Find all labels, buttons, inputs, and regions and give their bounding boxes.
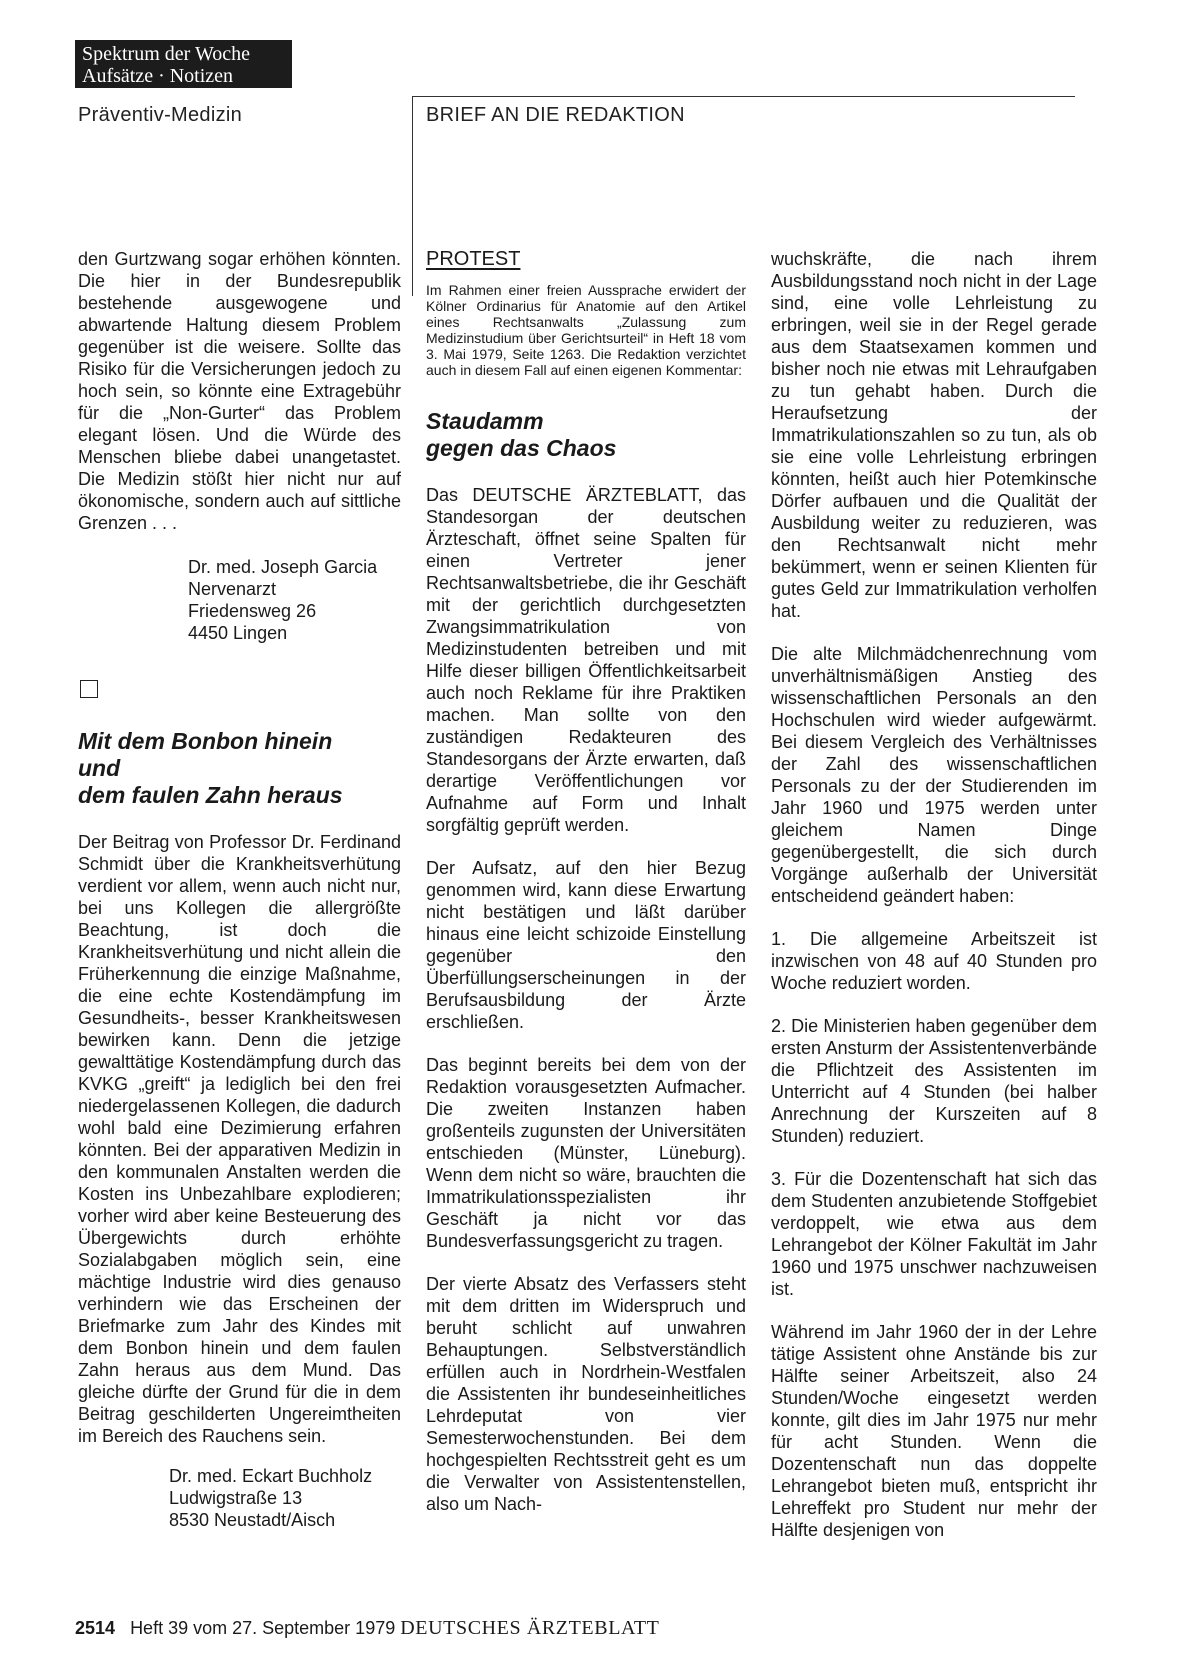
page-number: 2514 — [75, 1618, 116, 1638]
top-divider — [413, 96, 1075, 97]
headline-line: Mit dem Bonbon hinein — [78, 728, 333, 754]
article-headline-staudamm — [426, 408, 746, 462]
col3-paragraph-4: 2. Die Ministerien haben gegenüber dem ersten Ansturm der Assistentenverbände die Pflichtzeit des Assistenten im Unterricht auf 4 Stunden (bei halber Anrechnung der Kurszeiten auf 8 Stunden) reduziert. — [771, 1016, 1097, 1146]
headline-line: und — [78, 755, 121, 781]
col2-paragraph-1: Das DEUTSCHE ÄRZTEBLATT, das Standesorgan der deutschen Ärzteschaft, öffnet seine Spalten für einen Vertreter jener Rechtsanwaltsbetriebe, die ihr Geschäft mit der gerichtlich durchgesetzten Zwangsimmatrikulation von Medizinstudenten betreiben und mit Hilfe dieser billigen Öffentlichkeitsarbeit auch noch Reklame für ihre Praktiken machen. Man sollte von den zuständigen Redakteuren des Standesorgans der Ärzte erwarten, daß derartige Veröffentlichungen vor Aufnahme auf Form und Inhalt sorgfältig geprüft werden. — [426, 485, 746, 835]
col3-paragraph-5: 3. Für die Dozentenschaft hat sich das dem Studenten anzubietende Stoffgebiet verdoppelt, wie etwa aus dem Lehrangebot der Kölner Fakultät im Jahr 1960 und 1975 unschwer nachzuweisen ist. — [771, 1169, 1097, 1299]
separator-square — [80, 680, 98, 698]
signature-line: Nervenarzt — [188, 579, 277, 599]
column-3 — [771, 248, 1097, 1541]
right-section-title: BRIEF AN DIE REDAKTION — [426, 104, 685, 126]
signature-line: Friedensweg 26 — [188, 601, 317, 621]
column-2 — [426, 248, 746, 1515]
left-section-title: Präventiv-Medizin — [78, 104, 243, 126]
magazine-name: DEUTSCHES ÄRZTEBLATT — [400, 1617, 660, 1639]
header-line-1: Spektrum der Woche — [82, 43, 250, 65]
col2-paragraph-2: Der Aufsatz, auf den hier Bezug genommen wird, kann diese Erwartung nicht bestätigen und läßt darüber hinaus eine leicht schizoide Einstellung gegenüber den Überfüllungserscheinungen in der Berufsausbildung der Ärzte erschließen. — [426, 858, 746, 1032]
article-headline-bonbon — [78, 728, 401, 809]
headline-line: Staudamm — [426, 408, 544, 434]
col2-paragraph-4: Der vierte Absatz des Verfassers steht mit dem dritten im Widerspruch und beruht schlicht auf unwahren Behauptungen. Selbstverständlich erfüllen auch in Nordrhein-Westfalen die Assistenten ihr bundeseinheitliches Lehrdeputat von vier Semesterwochenstunden. Bei dem hochgespielten Rechtsstreit geht es um die Verwalter von Assistentenstellen, also um Nach- — [426, 1274, 746, 1514]
protest-label: PROTEST — [426, 248, 521, 270]
issue-info: Heft 39 vom 27. September 1979 — [130, 1618, 396, 1638]
signature-line: Dr. med. Joseph Garcia — [188, 557, 378, 577]
column-1 — [78, 248, 401, 1531]
section-header-box — [75, 40, 292, 88]
col3-paragraph-1: wuchskräfte, die nach ihrem Ausbildungsstand noch nicht in der Lage sind, eine volle Lehrleistung zu erbringen, weil sie in der Regel gerade aus dem Staatsexamen kommen und bisher noch nie etwas mit Lehraufgaben zu tun gehabt haben. Durch die Heraufsetzung der Immatrikulationszahlen so zu tun, als ob sie eine volle Lehrleistung erbringen könnten, heißt auch hier Potemkinsche Dörfer aufbauen und die Qualität der Ausbildung weiter zu reduzieren, was den Rechtsanwalt nicht mehr bekümmert, wenn er seinen Klienten für gutes Geld zur Immatrikulation verholfen hat. — [771, 249, 1097, 621]
header-line-2: Aufsätze · Notizen — [82, 65, 234, 87]
col1-paragraph-2: Der Beitrag von Professor Dr. Ferdinand Schmidt über die Krankheitsverhütung verdient vor allem, wenn auch nicht nur, bei uns Kollegen die allergrößte Beachtung, ist doch die Krankheitsverhütung und nicht allein die Früherkennung die einzige Maßnahme, die eine echte Kostendämpfung im Gesundheits-, besser Krankheitswesen bewirken kann. Denn die jetzige gewalttätige Kostendämpfung durch das KVKG „greift“ ja lediglich bei den frei niedergelassenen Kollegen, die dadurch wohl bald eine Dezimierung erfahren könnten. Bei der apparativen Medizin in den kommunalen Anstalten werden die Kosten ins Unbezahlbare explodieren; vorher wird aber keine Besteuerung des Übergewichts durch erhöhte Sozialabgaben möglich sein, eine mächtige Industrie wird dies genauso verhindern wie das Erscheinen der Briefmarke zum Jahr des Kindes mit dem Bonbon hinein und dem faulen Zahn heraus aus dem Mund. Das gleiche dürfte der Grund für die in dem Beitrag geschilderten Ungereimtheiten im Bereich des Rauchens sein. — [78, 832, 401, 1446]
signature-line: Ludwigstraße 13 — [169, 1488, 303, 1508]
headline-line: gegen das Chaos — [426, 435, 617, 461]
col3-paragraph-3: 1. Die allgemeine Arbeitszeit ist inzwischen von 48 auf 40 Stunden pro Woche reduziert worden. — [771, 929, 1097, 993]
col3-paragraph-6: Während im Jahr 1960 der in der Lehre tätige Assistent ohne Anstände bis zur Hälfte seiner Arbeitszeit, also 24 Stunden/Woche eingesetzt werden konnte, gilt dies im Jahr 1975 nur mehr für acht Stunden. Wenn die Dozentenschaft nun das doppelte Lehrangebot bieten muß, entspricht ihr Lehreffekt pro Student nur mehr der Hälfte desjenigen von — [771, 1322, 1097, 1540]
page-footer — [75, 1617, 659, 1640]
signature-buchholz — [169, 1465, 401, 1531]
signature-line: 4450 Lingen — [188, 623, 288, 643]
col2-paragraph-3: Das beginnt bereits bei dem von der Redaktion vorausgesetzten Aufmacher. Die zweiten Instanzen haben großenteils zugunsten der Universitäten entschieden (Münster, Lüneburg). Wenn dem nicht so wäre, brauchten die Immatrikulationsspezialisten ihr Geschäft ja nicht vor das Bundesverfassungsgericht zu tragen. — [426, 1055, 746, 1251]
col1-paragraph-1: den Gurtzwang sogar erhöhen könnten. Die hier in der Bundesrepublik bestehende ausgewogene und abwartende Haltung diesem Problem gegenüber ist die weisere. Sollte das Risiko für die Versicherungen jedoch zu hoch sein, so könnte eine Extragebühr für die „Non-Gurter“ das Problem elegant lösen. Und die Würde des Menschen bliebe dabei unangetastet. Die Medizin stößt hier nicht nur auf ökonomische, sondern auch auf sittliche Grenzen . . . — [78, 249, 401, 533]
signature-line: Dr. med. Eckart Buchholz — [169, 1466, 373, 1486]
editorial-intro: Im Rahmen einer freien Aussprache erwidert der Kölner Ordinarius für Anatomie auf den Artikel eines Rechtsanwalts „Zulassung zum Medizinstudium über Gerichtsurteil“ in Heft 18 vom 3. Mai 1979, Seite 1263. Die Redaktion verzichtet auch in diesem Fall auf einen eigenen Kommentar: — [426, 282, 746, 378]
signature-line: 8530 Neustadt/Aisch — [169, 1510, 336, 1530]
signature-garcia — [188, 556, 401, 644]
col3-paragraph-2: Die alte Milchmädchenrechnung vom unverhältnismäßigen Anstieg des wissenschaftlichen Personals an den Hochschulen wird wieder aufgewärmt. Bei diesem Vergleich des Verhältnisses der Zahl des wissenschaftlichen Personals zu der der Studierenden im Jahr 1960 und 1975 werden unter gleichem Namen Dinge gegenübergestellt, die sich durch Vorgänge außerhalb der Universität entscheidend geändert haben: — [771, 644, 1097, 906]
vertical-divider — [412, 96, 413, 296]
headline-line: dem faulen Zahn heraus — [78, 782, 343, 808]
